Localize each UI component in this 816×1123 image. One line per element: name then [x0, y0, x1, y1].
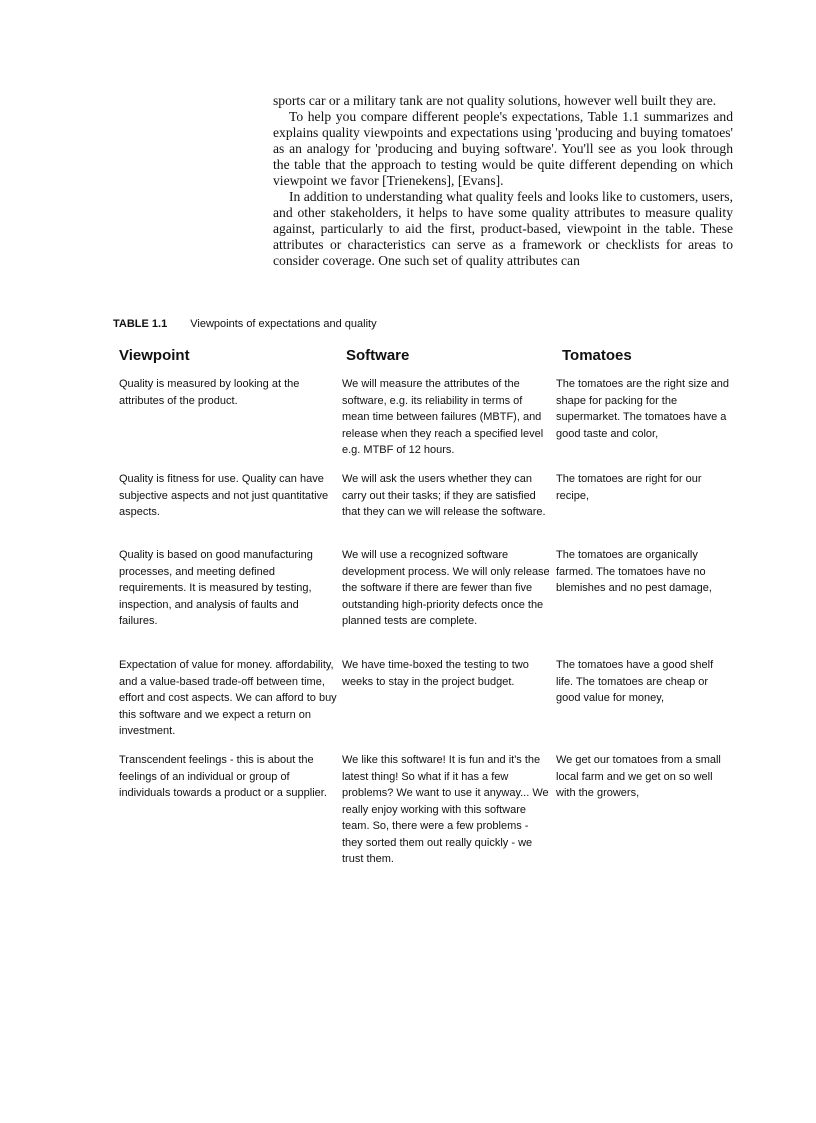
table-cell: The tomatoes have a good shelf life. The tomatoes are cheap or good value for money, — [556, 659, 714, 704]
table-cell: We will use a recognized software development process. We will only release the software if there are fewer than five outstanding high-priority defects once the planned tests are complete. — [342, 549, 550, 627]
table-cell: The tomatoes are organically farmed. The tomatoes have no blemishes and no pest damage, — [556, 549, 712, 594]
table-cell: Quality is measured by looking at the attributes of the product. — [119, 378, 300, 407]
table-cell: We have time-boxed the testing to two weeks to stay in the project budget. — [342, 659, 529, 688]
paragraph-1: sports car or a military tank are not quality solutions, however well built they are. — [273, 93, 717, 108]
table-caption-text: Viewpoints of expectations and quality — [190, 318, 377, 330]
header-viewpoint: Viewpoint — [119, 347, 190, 364]
table-cell: The tomatoes are right for our recipe, — [556, 473, 702, 502]
table-cell: Expectation of value for money. affordability, and a value-based trade-off between time, effort and cost aspects. We can afford to buy this software and we expect a return on investment. — [119, 659, 337, 737]
table-cell: Quality is based on good manufacturing processes, and meeting defined requirements. It is measured by testing, inspection, and analysis of faults and failures. — [119, 549, 313, 627]
paragraph-3: In addition to understanding what quality feels and looks like to customers, users, and other stakeholders, it helps to have some quality attributes to measure quality against, particularly to aid the first, product-based, viewpoint in the table. These attributes or characteristics can serve as a framework or checklists for areas to consider coverage. One such set of quality attributes can — [273, 189, 733, 268]
table-caption — [113, 318, 377, 330]
table-cell: We like this software! It is fun and it's the latest thing! So what if it has a few problems? We want to use it anyway... We really enjoy working with this software team. So, there were a few problems - they sorted them out really quickly - we trust them. — [342, 754, 549, 865]
table-cell: We will ask the users whether they can carry out their tasks; if they are satisfied that they can we will release the software. — [342, 473, 546, 518]
header-software: Software — [346, 347, 410, 364]
table-cell: Quality is fitness for use. Quality can have subjective aspects and not just quantitative aspects. — [119, 473, 329, 518]
paragraph-2: To help you compare different people's expectations, Table 1.1 summarizes and explains quality viewpoints and expectations using 'producing and buying tomatoes' as an analogy for 'producing and buying software'. You'll see as you look through the table that the approach to testing would be quite different depending on which viewpoint we favor [Trienekens], [Evans]. — [273, 109, 733, 188]
table-cell: The tomatoes are the right size and shape for packing for the supermarket. The tomatoes have a good taste and color, — [556, 378, 730, 440]
table-cell: We will measure the attributes of the software, e.g. its reliability in terms of mean time between failures (MBTF), and release when they reach a specified level e.g. MTBF of 12 hours. — [342, 378, 544, 456]
header-tomatoes: Tomatoes — [562, 347, 632, 364]
table-cell: Transcendent feelings - this is about the feelings of an individual or group of individuals towards a product or a supplier. — [119, 754, 327, 799]
body-text — [273, 93, 733, 269]
table-label: TABLE 1.1 — [113, 318, 168, 330]
table-cell: We get our tomatoes from a small local farm and we get on so well with the growers, — [556, 754, 721, 799]
